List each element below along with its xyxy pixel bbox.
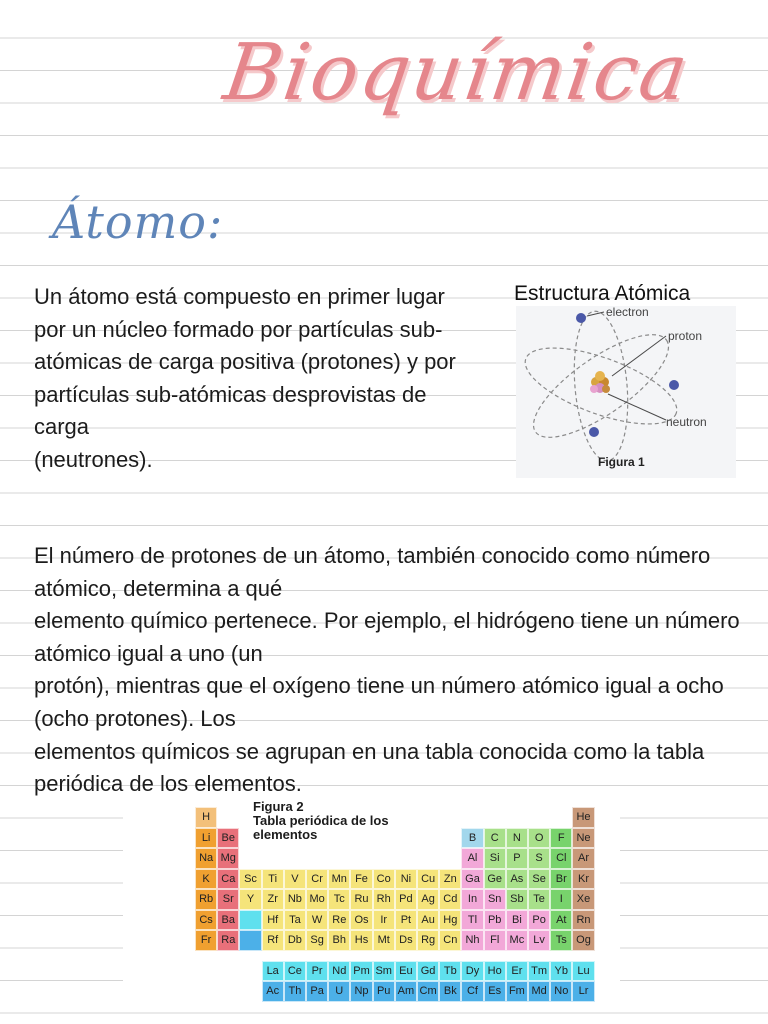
element-cell: Kr bbox=[572, 869, 594, 890]
element-cell: As bbox=[506, 869, 528, 890]
element-cell: F bbox=[550, 828, 572, 849]
element-cell: Hs bbox=[350, 930, 372, 951]
element-cell: Sm bbox=[373, 961, 395, 982]
title-banner bbox=[218, 10, 695, 140]
element-cell: Mo bbox=[306, 889, 328, 910]
element-cell: N bbox=[506, 828, 528, 849]
element-cell: Fr bbox=[195, 930, 217, 951]
element-cell: Dy bbox=[461, 961, 483, 982]
atom-diagram bbox=[516, 306, 736, 478]
element-cell: Ho bbox=[484, 961, 506, 982]
element-cell: Br bbox=[550, 869, 572, 890]
element-cell: Es bbox=[484, 981, 506, 1002]
element-cell: Og bbox=[572, 930, 594, 951]
element-cell: No bbox=[550, 981, 572, 1002]
element-cell: Hf bbox=[262, 910, 284, 931]
element-cell: Se bbox=[528, 869, 550, 890]
element-cell: Nd bbox=[328, 961, 350, 982]
element-cell: Fl bbox=[484, 930, 506, 951]
element-cell: Th bbox=[284, 981, 306, 1002]
element-cell: Sg bbox=[306, 930, 328, 951]
element-cell: Ne bbox=[572, 828, 594, 849]
element-cell: Md bbox=[528, 981, 550, 1002]
element-cell: P bbox=[506, 848, 528, 869]
element-cell: Sc bbox=[239, 869, 261, 890]
element-cell: In bbox=[461, 889, 483, 910]
element-cell: Rg bbox=[417, 930, 439, 951]
element-cell: Zn bbox=[439, 869, 461, 890]
element-cell: Zr bbox=[262, 889, 284, 910]
figure-1-heading: Estructura Atómica bbox=[514, 282, 691, 305]
element-cell: Cn bbox=[439, 930, 461, 951]
page-title: Bioquímica bbox=[218, 28, 695, 118]
section-heading: Átomo: bbox=[52, 195, 224, 249]
element-cell: Ar bbox=[572, 848, 594, 869]
element-cell: Te bbox=[528, 889, 550, 910]
element-cell: Bk bbox=[439, 981, 461, 1002]
element-cell: Lr bbox=[572, 981, 594, 1002]
electron-dot bbox=[589, 427, 599, 437]
element-cell: Ba bbox=[217, 910, 239, 931]
figure-2-label: Figura 2 bbox=[253, 799, 304, 814]
element-cell: Nh bbox=[461, 930, 483, 951]
element-cell: Np bbox=[350, 981, 372, 1002]
element-cell: W bbox=[306, 910, 328, 931]
element-cell: Pm bbox=[350, 961, 372, 982]
element-cell: S bbox=[528, 848, 550, 869]
element-cell: Ti bbox=[262, 869, 284, 890]
element-cell: Fe bbox=[350, 869, 372, 890]
series-placeholder-cell bbox=[239, 910, 261, 931]
element-cell: Pa bbox=[306, 981, 328, 1002]
element-cell: Xe bbox=[572, 889, 594, 910]
element-cell: Yb bbox=[550, 961, 572, 982]
element-cell: Ra bbox=[217, 930, 239, 951]
element-cell: Rh bbox=[373, 889, 395, 910]
element-cell: At bbox=[550, 910, 572, 931]
element-cell: Lv bbox=[528, 930, 550, 951]
element-cell: Cf bbox=[461, 981, 483, 1002]
element-cell: I bbox=[550, 889, 572, 910]
element-cell: Tc bbox=[328, 889, 350, 910]
element-cell: Nb bbox=[284, 889, 306, 910]
electron-dot bbox=[576, 313, 586, 323]
element-cell: Ce bbox=[284, 961, 306, 982]
paragraph-atom-structure: Un átomo está compuesto en primer lugar por un núcleo formado por partículas sub- atómicas de carga positiva (protones) y por partículas sub-atómicas desprovistas de carga (neutrones). bbox=[34, 284, 456, 472]
element-cell: Tm bbox=[528, 961, 550, 982]
proton-label: proton bbox=[668, 329, 703, 343]
figure-2-title-line2: elementos bbox=[253, 827, 318, 842]
electron-label: electron bbox=[606, 306, 649, 319]
figure-periodic-table bbox=[123, 800, 620, 1000]
element-cell: Cl bbox=[550, 848, 572, 869]
element-cell: Pr bbox=[306, 961, 328, 982]
element-cell: Tl bbox=[461, 910, 483, 931]
element-cell: Sr bbox=[217, 889, 239, 910]
element-cell: Cu bbox=[417, 869, 439, 890]
element-cell: Al bbox=[461, 848, 483, 869]
element-cell: Rn bbox=[572, 910, 594, 931]
element-cell: C bbox=[484, 828, 506, 849]
element-cell: Sb bbox=[506, 889, 528, 910]
element-cell: Ca bbox=[217, 869, 239, 890]
element-cell: Pd bbox=[395, 889, 417, 910]
element-cell: Ni bbox=[395, 869, 417, 890]
element-cell: Pt bbox=[395, 910, 417, 931]
figure-atomic-structure bbox=[514, 282, 736, 480]
element-cell: Ge bbox=[484, 869, 506, 890]
element-cell: Bh bbox=[328, 930, 350, 951]
element-cell: Y bbox=[239, 889, 261, 910]
element-cell: Eu bbox=[395, 961, 417, 982]
element-cell: Si bbox=[484, 848, 506, 869]
element-cell: Ru bbox=[350, 889, 372, 910]
element-cell: K bbox=[195, 869, 217, 890]
element-cell: Ga bbox=[461, 869, 483, 890]
element-cell: La bbox=[262, 961, 284, 982]
figure-2-caption bbox=[253, 800, 389, 842]
element-cell: Fm bbox=[506, 981, 528, 1002]
element-cell: He bbox=[572, 807, 594, 828]
element-cell: Ac bbox=[262, 981, 284, 1002]
series-placeholder-cell bbox=[239, 930, 261, 951]
element-cell: Sn bbox=[484, 889, 506, 910]
element-cell: Cd bbox=[439, 889, 461, 910]
atom-illustration bbox=[516, 306, 736, 478]
element-cell: Ds bbox=[395, 930, 417, 951]
element-cell: B bbox=[461, 828, 483, 849]
element-cell: Mn bbox=[328, 869, 350, 890]
element-cell: Na bbox=[195, 848, 217, 869]
element-cell: Ir bbox=[373, 910, 395, 931]
element-cell: Rb bbox=[195, 889, 217, 910]
element-cell: Cs bbox=[195, 910, 217, 931]
element-cell: Hg bbox=[439, 910, 461, 931]
element-cell: Mt bbox=[373, 930, 395, 951]
paragraph-atomic-number: El número de protones de un átomo, también conocido como número atómico, determina a qué elemento químico pertenece. Por ejemplo, el hidrógeno tiene un número atómico igual a uno (un protón), mientras que el oxígeno tiene un número atómico igual a ocho (ocho protones). Los elementos químicos se agrupan en una tabla conocida como la tabla periódica de los elementos. bbox=[34, 543, 740, 797]
element-cell: Rf bbox=[262, 930, 284, 951]
element-cell: Os bbox=[350, 910, 372, 931]
element-cell: Cm bbox=[417, 981, 439, 1002]
element-cell: Db bbox=[284, 930, 306, 951]
element-cell: Ta bbox=[284, 910, 306, 931]
element-cell: Er bbox=[506, 961, 528, 982]
element-cell: Am bbox=[395, 981, 417, 1002]
electron-dot bbox=[669, 380, 679, 390]
element-cell: Co bbox=[373, 869, 395, 890]
neutron-label: neutron bbox=[666, 415, 707, 429]
nucleus bbox=[590, 371, 610, 393]
element-cell: Be bbox=[217, 828, 239, 849]
element-cell: H bbox=[195, 807, 217, 828]
element-cell: Pu bbox=[373, 981, 395, 1002]
element-cell: Tb bbox=[439, 961, 461, 982]
element-cell: Li bbox=[195, 828, 217, 849]
element-cell: Ts bbox=[550, 930, 572, 951]
element-cell: Bi bbox=[506, 910, 528, 931]
figure-1-caption: Figura 1 bbox=[598, 455, 645, 469]
element-cell: Cr bbox=[306, 869, 328, 890]
element-cell: V bbox=[284, 869, 306, 890]
element-cell: Lu bbox=[572, 961, 594, 982]
element-cell: Re bbox=[328, 910, 350, 931]
element-cell: Po bbox=[528, 910, 550, 931]
element-cell: Gd bbox=[417, 961, 439, 982]
figure-2-title-line1: Tabla periódica de los bbox=[253, 813, 389, 828]
element-cell: Pb bbox=[484, 910, 506, 931]
element-cell: Mg bbox=[217, 848, 239, 869]
element-cell: Au bbox=[417, 910, 439, 931]
element-cell: O bbox=[528, 828, 550, 849]
element-cell: Ag bbox=[417, 889, 439, 910]
element-cell: Mc bbox=[506, 930, 528, 951]
element-cell: U bbox=[328, 981, 350, 1002]
